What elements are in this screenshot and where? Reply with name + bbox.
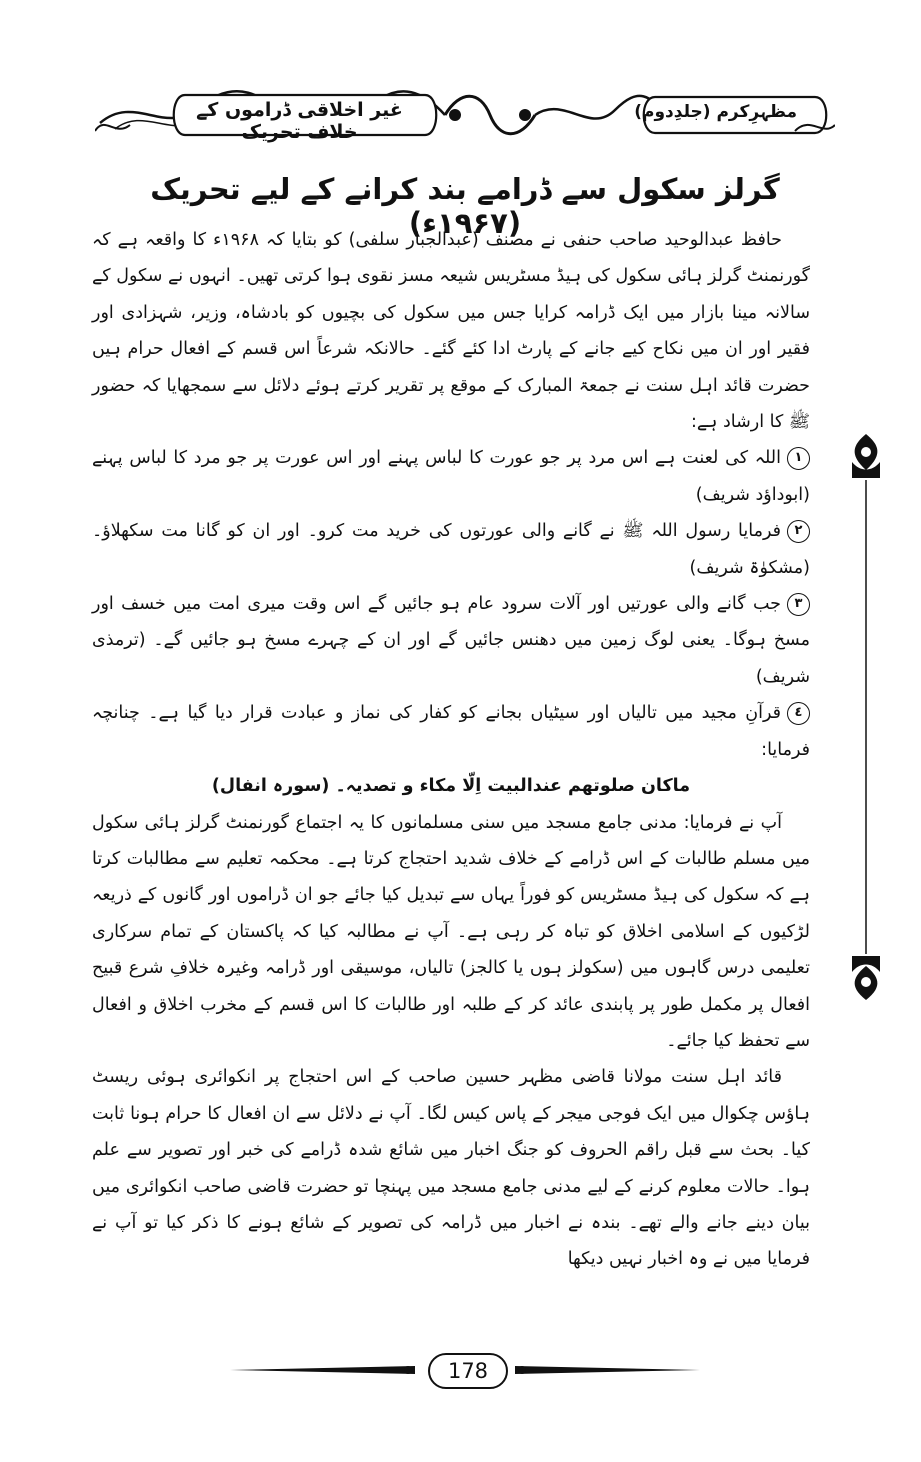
number-badge: ٤	[787, 702, 810, 725]
number-badge: ٣	[787, 593, 810, 616]
chapter-title: غیر اخلاقی ڈراموں کے خلاف تحریک	[196, 99, 403, 143]
quranic-verse: ماکان صلوتھم عندالبیت اِلّا مکاء و تصدیہ۔ (سورہ انفال)	[211, 776, 691, 797]
list-item-text: اللہ کی لعنت ہے اس مرد پر جو عورت کا لباس پہنے اور اس عورت پر جو مرد کا لباس پہنے (ابوداؤد شریف)	[92, 448, 810, 505]
running-header	[95, 85, 835, 145]
side-ornament	[846, 432, 886, 1002]
book-title: مظہرِکرم (جلدِدوم)	[634, 102, 797, 122]
list-item	[92, 586, 810, 695]
list-item-text: قرآنِ مجید میں تالیاں اور سیٹیاں بجانے کو کفار کی نماز و عبادت قرار دیا گیا ہے۔ چنانچہ فرمایا:	[92, 703, 810, 760]
number-badge: ٢	[787, 520, 810, 543]
paragraph-demands: آپ نے فرمایا: مدنی جامع مسجد میں سنی مسلمانوں کا یہ اجتماع گورنمنٹ گرلز ہائی سکول میں مسلم طالبات کے اس ڈرامے کے خلاف شدید احتجاج کرتا ہے۔ محکمہ تعلیم سے مطالبات کرتا ہے کہ سکول کی ہیڈ مسٹریس کو فوراً یہاں سے تبدیل کیا جائے جو ان ڈراموں اور گانوں کے ذریعہ لڑکیوں کے اسلامی اخلاق کو تباہ کر رہی ہے۔ آپ نے مطالبہ کیا کہ پاکستان کے تمام سرکاری تعلیمی درس گاہوں میں (سکولز ہوں یا کالجز) تالیاں، موسیقی اور ڈرامہ وغیرہ خلافِ شرع قبیح افعال پر مکمل طور پر پابندی عائد کر کے طلبہ اور طالبات کا اس قسم کے مخرب اخلاق و افعال سے تحفظ کیا جائے۔	[92, 812, 810, 1051]
list-item	[92, 440, 810, 513]
page-number: 178	[428, 1353, 508, 1389]
page-body	[92, 222, 810, 1278]
list-item	[92, 695, 810, 768]
flourish-bottom-icon	[852, 956, 880, 1000]
paragraph-inquiry: قائد اہل سنت مولانا قاضی مظہر حسین صاحب کے اس احتجاج پر انکوائری ہوئی ریسٹ ہاؤس چکوال میں ایک فوجی میجر کے پاس کیس لگا۔ آپ نے دلائل سے ان افعال کا حرام ہونا ثابت کیا۔ بحث سے قبل راقم الحروف کو جنگ اخبار میں شائع شدہ ڈرامے کی خبر اور تصویر سے علم ہوا۔ حالات معلوم کرنے کے لیے مدنی جامع مسجد میں پہنچا تو حضرت قاضی صاحب انکوائری میں بیان دینے جانے والے تھے۔ بندہ نے اخبار میں ڈرامہ کی تصویر کے شائع ہونے کا ذکر کیا تو آپ نے فرمایا میں نے وہ اخبار نہیں دیکھا	[92, 1067, 810, 1270]
list-item	[92, 513, 810, 586]
list-item-text: جب گانے والی عورتیں اور آلات سرود عام ہو جائیں گے اس وقت میری امت میں خسف اور مسخ ہوگا۔ یعنی لوگ زمین میں دھنس جائیں گے اور ان کے چہرے مسخ ہو جائیں گے۔ (ترمذی شریف)	[92, 594, 810, 687]
section-title: گرلز سکول سے ڈرامے بند کرانے کے لیے تحریک (۱۹۶۷ء)	[150, 172, 780, 240]
list-item-text: فرمایا رسول اللہ ﷺ نے گانے والی عورتوں کی خرید مت کرو۔ اور ان کو گانا مت سکھلاؤ۔ (مشکوٰۃ شریف)	[92, 521, 810, 578]
number-badge: ١	[787, 447, 810, 470]
flourish-top-icon	[852, 434, 880, 478]
page-footer	[230, 1350, 700, 1390]
paragraph-intro: حافظ عبدالوحید صاحب حنفی نے مصنف (عبدالجبار سلفی) کو بتایا کہ ۱۹۶۸ء کا واقعہ ہے کہ گورنمنٹ گرلز ہائی سکول کی ہیڈ مسٹریس شیعہ مسز نقوی ہوا کرتی تھیں۔ انہوں نے سکول کے سالانہ مینا بازار میں ایک ڈرامہ کرایا جس میں سکول کی بچیوں کو بادشاہ، وزیر، شہزادی اور فقیر اور ان میں نکاح کیے جانے کے پارٹ ادا کئے گئے۔ حالانکہ شرعاً اس قسم کے افعال حرام ہیں حضرت قائد اہل سنت نے جمعۃ المبارک کے موقع پر تقریر کرتے ہوئے دلائل سے سمجھایا کہ حضور ﷺ کا ارشاد ہے:	[92, 230, 810, 433]
